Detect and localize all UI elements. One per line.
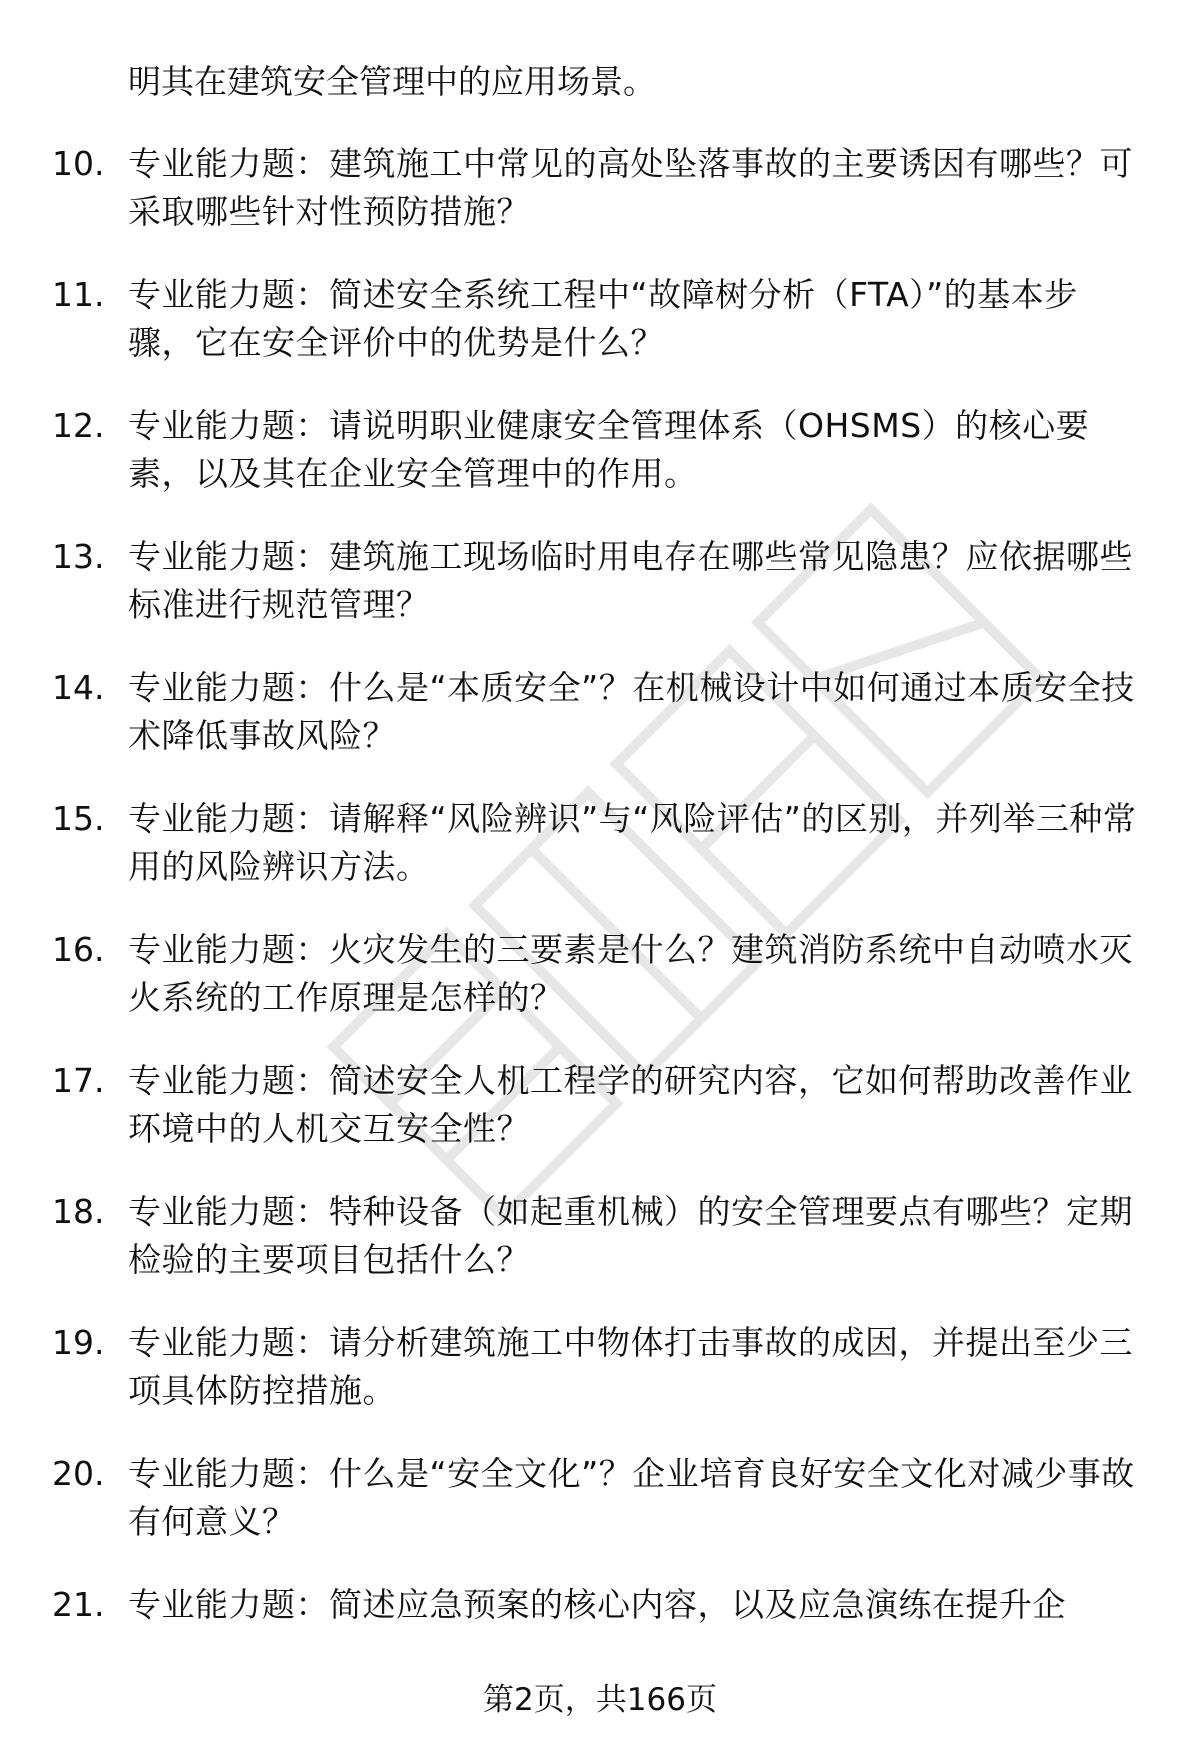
question-text: 专业能力题：建筑施工中常见的高处坠落事故的主要诱因有哪些？可采取哪些针对性预防措施？ xyxy=(128,144,1133,231)
question-text: 专业能力题：请分析建筑施工中物体打击事故的成因，并提出至少三项具体防控措施。 xyxy=(128,1323,1133,1410)
question-number: 11. xyxy=(52,275,105,314)
question-item xyxy=(0,926,1200,1057)
question-number: 18. xyxy=(52,1192,105,1231)
question-item xyxy=(0,140,1200,271)
continuation-text: 明其在建筑安全管理中的应用场景。 xyxy=(128,62,656,101)
question-number: 19. xyxy=(52,1323,105,1362)
question-text: 专业能力题：简述安全系统工程中“故障树分析（FTA）”的基本步骤，它在安全评价中的优势是什么？ xyxy=(128,275,1078,362)
question-item xyxy=(0,1188,1200,1319)
question-text: 专业能力题：特种设备（如起重机械）的安全管理要点有哪些？定期检验的主要项目包括什么？ xyxy=(128,1192,1133,1279)
question-item xyxy=(0,795,1200,926)
question-item xyxy=(0,533,1200,664)
question-number: 13. xyxy=(52,537,105,576)
question-text: 专业能力题：建筑施工现场临时用电存在哪些常见隐患？应依据哪些标准进行规范管理？ xyxy=(128,537,1133,624)
question-item xyxy=(0,1450,1200,1581)
question-item xyxy=(0,402,1200,533)
question-text: 专业能力题：简述应急预案的核心内容，以及应急演练在提升企 xyxy=(128,1585,1066,1624)
question-item xyxy=(0,1319,1200,1450)
question-item xyxy=(0,1057,1200,1188)
question-text: 专业能力题：火灾发生的三要素是什么？建筑消防系统中自动喷水灭火系统的工作原理是怎样的？ xyxy=(128,930,1133,1017)
question-number: 10. xyxy=(52,144,105,183)
question-text: 专业能力题：什么是“安全文化”？企业培育良好安全文化对减少事故有何意义？ xyxy=(128,1454,1135,1541)
question-number: 16. xyxy=(52,930,105,969)
question-number: 17. xyxy=(52,1061,105,1100)
question-number: 15. xyxy=(52,799,105,838)
question-text: 专业能力题：简述安全人机工程学的研究内容，它如何帮助改善作业环境中的人机交互安全性？ xyxy=(128,1061,1133,1148)
question-item xyxy=(0,271,1200,402)
question-text: 专业能力题：请解释“风险辨识”与“风险评估”的区别，并列举三种常用的风险辨识方法。 xyxy=(128,799,1137,886)
question-number: 14. xyxy=(52,668,105,707)
page-footer: 第2页，共166页 xyxy=(483,1682,717,1718)
question-number: 21. xyxy=(52,1585,105,1624)
question-number: 20. xyxy=(52,1454,105,1493)
question-item xyxy=(0,664,1200,795)
question-list xyxy=(0,140,1200,1712)
question-text: 专业能力题：请说明职业健康安全管理体系（OHSMS）的核心要素，以及其在企业安全管理中的作用。 xyxy=(128,406,1090,493)
question-text: 专业能力题：什么是“本质安全”？在机械设计中如何通过本质安全技术降低事故风险？ xyxy=(128,668,1135,755)
question-number: 12. xyxy=(52,406,105,445)
